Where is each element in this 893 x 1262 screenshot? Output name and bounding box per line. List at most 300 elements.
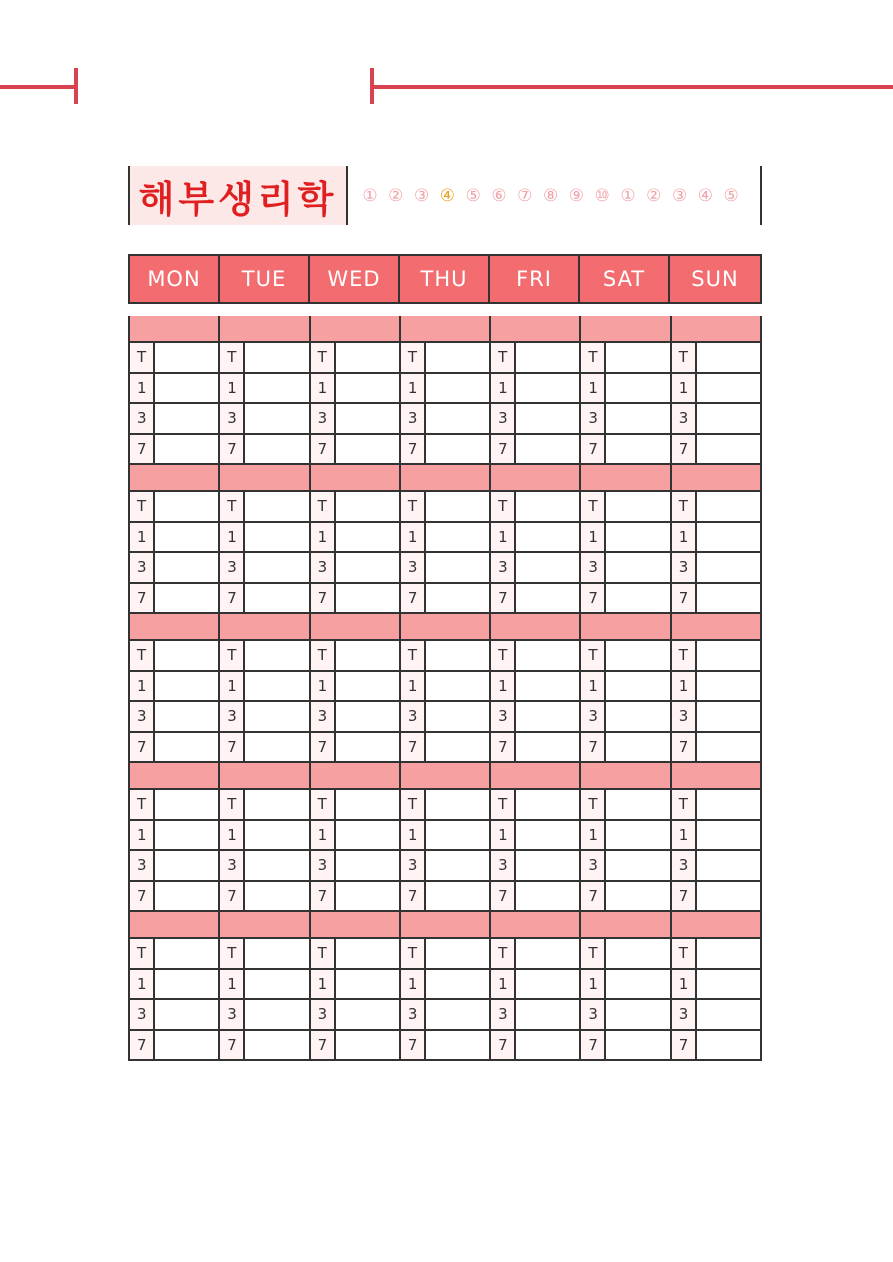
date-band[interactable] xyxy=(130,763,218,790)
review-row xyxy=(491,584,579,615)
progress-marker-4[interactable]: ④ xyxy=(439,185,456,206)
review-row-label: 1 xyxy=(672,523,697,552)
review-entry-field[interactable] xyxy=(516,970,579,999)
review-entry-field[interactable] xyxy=(606,939,669,968)
review-entry-field[interactable] xyxy=(606,702,669,731)
review-row-label: 7 xyxy=(220,435,245,464)
date-band[interactable] xyxy=(220,763,308,790)
review-entry-field[interactable] xyxy=(426,435,489,464)
review-entry-field[interactable] xyxy=(245,523,308,552)
progress-marker-8[interactable]: ⑧ xyxy=(542,185,559,206)
review-entry-field[interactable] xyxy=(336,672,399,701)
review-row xyxy=(311,1031,399,1062)
review-row xyxy=(401,882,489,913)
review-row-label: 3 xyxy=(130,553,155,582)
review-row-label: T xyxy=(130,343,155,372)
review-entry-field[interactable] xyxy=(426,702,489,731)
progress-marker-12[interactable]: ② xyxy=(646,185,662,206)
day-cell-thu xyxy=(399,316,489,465)
date-band[interactable] xyxy=(220,614,308,641)
date-band[interactable] xyxy=(311,614,399,641)
review-row xyxy=(220,492,308,523)
review-row xyxy=(672,435,760,466)
review-entry-field[interactable] xyxy=(697,733,760,762)
review-entry-field[interactable] xyxy=(245,404,308,433)
review-row-label: 1 xyxy=(581,374,606,403)
review-entry-field[interactable] xyxy=(697,790,760,819)
review-entry-field[interactable] xyxy=(245,343,308,372)
day-cell-mon xyxy=(128,763,218,912)
review-entry-field[interactable] xyxy=(516,523,579,552)
review-row xyxy=(220,790,308,821)
review-row-label: 1 xyxy=(672,970,697,999)
review-row xyxy=(130,702,218,733)
review-entry-field[interactable] xyxy=(336,1000,399,1029)
review-entry-field[interactable] xyxy=(245,851,308,880)
review-row xyxy=(491,970,579,1001)
review-row-label: T xyxy=(491,492,516,521)
review-row-label: T xyxy=(401,641,426,670)
review-row-label: 3 xyxy=(311,1000,336,1029)
review-entry-field[interactable] xyxy=(697,435,760,464)
review-entry-field[interactable] xyxy=(606,733,669,762)
review-entry-field[interactable] xyxy=(516,672,579,701)
review-entry-field[interactable] xyxy=(245,733,308,762)
date-band[interactable] xyxy=(401,316,489,343)
review-entry-field[interactable] xyxy=(336,584,399,613)
review-entry-field[interactable] xyxy=(697,343,760,372)
review-row xyxy=(130,1031,218,1062)
review-row-label: T xyxy=(220,939,245,968)
review-row xyxy=(311,641,399,672)
review-row-label: 3 xyxy=(311,702,336,731)
review-row-label: 1 xyxy=(311,374,336,403)
review-row xyxy=(220,343,308,374)
review-entry-field[interactable] xyxy=(245,939,308,968)
progress-marker-1[interactable]: ① xyxy=(362,185,378,206)
review-entry-field[interactable] xyxy=(426,733,489,762)
review-row-label: 3 xyxy=(130,404,155,433)
review-entry-field[interactable] xyxy=(336,374,399,403)
review-row-label: 1 xyxy=(672,821,697,850)
date-band[interactable] xyxy=(581,763,669,790)
review-entry-field[interactable] xyxy=(336,492,399,521)
review-entry-field[interactable] xyxy=(336,790,399,819)
review-entry-field[interactable] xyxy=(245,1000,308,1029)
review-row xyxy=(401,1031,489,1062)
day-cell-fri xyxy=(489,763,579,912)
review-row xyxy=(672,821,760,852)
date-band[interactable] xyxy=(581,465,669,492)
review-row xyxy=(130,733,218,764)
review-entry-field[interactable] xyxy=(155,553,218,582)
review-row-label: 1 xyxy=(311,821,336,850)
review-entry-field[interactable] xyxy=(426,939,489,968)
review-entry-field[interactable] xyxy=(516,374,579,403)
date-band[interactable] xyxy=(130,316,218,343)
review-row-label: 7 xyxy=(130,584,155,613)
day-header-mon: MON xyxy=(130,256,220,302)
review-entry-field[interactable] xyxy=(426,641,489,670)
review-entry-field[interactable] xyxy=(336,523,399,552)
review-entry-field[interactable] xyxy=(516,882,579,911)
review-entry-field[interactable] xyxy=(155,970,218,999)
review-row xyxy=(311,970,399,1001)
review-row xyxy=(581,374,669,405)
review-row xyxy=(581,553,669,584)
review-entry-field[interactable] xyxy=(606,970,669,999)
progress-marker-2[interactable]: ② xyxy=(388,185,404,206)
review-entry-field[interactable] xyxy=(245,790,308,819)
date-band[interactable] xyxy=(672,912,760,939)
review-row-label: 3 xyxy=(672,404,697,433)
review-entry-field[interactable] xyxy=(336,553,399,582)
review-entry-field[interactable] xyxy=(606,374,669,403)
review-entry-field[interactable] xyxy=(155,1031,218,1060)
review-row xyxy=(672,553,760,584)
review-row-label: 1 xyxy=(672,672,697,701)
review-row xyxy=(491,733,579,764)
review-row-label: T xyxy=(220,343,245,372)
date-band[interactable] xyxy=(491,912,579,939)
review-row-label: T xyxy=(491,939,516,968)
progress-marker-5[interactable]: ⑤ xyxy=(465,185,481,206)
review-entry-field[interactable] xyxy=(155,821,218,850)
review-row-label: T xyxy=(672,939,697,968)
review-entry-field[interactable] xyxy=(606,404,669,433)
review-row xyxy=(401,641,489,672)
review-entry-field[interactable] xyxy=(245,970,308,999)
review-entry-field[interactable] xyxy=(426,970,489,999)
review-entry-field[interactable] xyxy=(516,343,579,372)
date-band[interactable] xyxy=(311,912,399,939)
review-row-label: T xyxy=(401,343,426,372)
review-entry-field[interactable] xyxy=(516,733,579,762)
review-entry-field[interactable] xyxy=(426,821,489,850)
review-entry-field[interactable] xyxy=(606,584,669,613)
review-row xyxy=(130,584,218,615)
day-cell-sun xyxy=(670,316,760,465)
review-row-label: 7 xyxy=(220,584,245,613)
review-entry-field[interactable] xyxy=(336,1031,399,1060)
review-row-label: 3 xyxy=(220,1000,245,1029)
date-band[interactable] xyxy=(491,614,579,641)
review-entry-field[interactable] xyxy=(336,939,399,968)
date-band[interactable] xyxy=(401,614,489,641)
review-entry-field[interactable] xyxy=(336,404,399,433)
review-entry-field[interactable] xyxy=(697,1031,760,1060)
review-entry-field[interactable] xyxy=(245,821,308,850)
review-row-label: T xyxy=(311,939,336,968)
review-entry-field[interactable] xyxy=(606,343,669,372)
review-row xyxy=(581,882,669,913)
review-entry-field[interactable] xyxy=(697,672,760,701)
review-row-label: T xyxy=(581,343,606,372)
review-row xyxy=(130,882,218,913)
review-row-label: T xyxy=(130,939,155,968)
review-row xyxy=(311,672,399,703)
review-entry-field[interactable] xyxy=(697,939,760,968)
review-entry-field[interactable] xyxy=(606,851,669,880)
review-entry-field[interactable] xyxy=(516,553,579,582)
review-entry-field[interactable] xyxy=(245,882,308,911)
day-cell-sat xyxy=(579,912,669,1061)
review-entry-field[interactable] xyxy=(245,672,308,701)
review-row xyxy=(672,970,760,1001)
review-entry-field[interactable] xyxy=(516,821,579,850)
review-entry-field[interactable] xyxy=(516,851,579,880)
date-band[interactable] xyxy=(491,316,579,343)
review-entry-field[interactable] xyxy=(606,790,669,819)
review-entry-field[interactable] xyxy=(245,1031,308,1060)
review-row-label: 1 xyxy=(401,523,426,552)
review-entry-field[interactable] xyxy=(697,1000,760,1029)
review-entry-field[interactable] xyxy=(697,492,760,521)
review-entry-field[interactable] xyxy=(606,523,669,552)
review-entry-field[interactable] xyxy=(426,404,489,433)
review-row-label: T xyxy=(581,939,606,968)
review-entry-field[interactable] xyxy=(697,821,760,850)
review-entry-field[interactable] xyxy=(426,374,489,403)
review-entry-field[interactable] xyxy=(155,1000,218,1029)
review-entry-field[interactable] xyxy=(697,851,760,880)
review-entry-field[interactable] xyxy=(155,702,218,731)
review-entry-field[interactable] xyxy=(426,672,489,701)
review-entry-field[interactable] xyxy=(697,404,760,433)
review-row-label: 3 xyxy=(401,702,426,731)
review-entry-field[interactable] xyxy=(155,672,218,701)
review-row xyxy=(220,821,308,852)
date-band[interactable] xyxy=(130,912,218,939)
review-row-label: 7 xyxy=(130,733,155,762)
review-entry-field[interactable] xyxy=(606,492,669,521)
review-row xyxy=(672,851,760,882)
review-row-label: 1 xyxy=(220,523,245,552)
review-entry-field[interactable] xyxy=(155,374,218,403)
review-entry-field[interactable] xyxy=(697,584,760,613)
review-row-label: 7 xyxy=(401,733,426,762)
review-entry-field[interactable] xyxy=(606,672,669,701)
review-row-label: 1 xyxy=(491,970,516,999)
review-row xyxy=(130,851,218,882)
date-band[interactable] xyxy=(220,912,308,939)
review-entry-field[interactable] xyxy=(697,374,760,403)
progress-marker-3[interactable]: ③ xyxy=(413,185,430,206)
date-band[interactable] xyxy=(401,465,489,492)
date-band[interactable] xyxy=(672,316,760,343)
date-band[interactable] xyxy=(130,465,218,492)
review-entry-field[interactable] xyxy=(336,702,399,731)
review-entry-field[interactable] xyxy=(606,1031,669,1060)
progress-marker-15[interactable]: ⑤ xyxy=(723,185,739,206)
day-cell-mon xyxy=(128,316,218,465)
review-row-label: 7 xyxy=(220,733,245,762)
review-entry-field[interactable] xyxy=(155,343,218,372)
review-entry-field[interactable] xyxy=(516,790,579,819)
review-row xyxy=(401,404,489,435)
date-band[interactable] xyxy=(401,763,489,790)
review-row-label: T xyxy=(672,492,697,521)
review-row xyxy=(581,1000,669,1031)
review-entry-field[interactable] xyxy=(516,641,579,670)
date-band[interactable] xyxy=(581,912,669,939)
review-row xyxy=(672,343,760,374)
review-row xyxy=(672,404,760,435)
progress-marker-14[interactable]: ④ xyxy=(697,185,713,206)
review-entry-field[interactable] xyxy=(155,404,218,433)
review-row xyxy=(491,435,579,466)
date-band[interactable] xyxy=(491,465,579,492)
review-entry-field[interactable] xyxy=(336,851,399,880)
review-entry-field[interactable] xyxy=(516,939,579,968)
review-row-label: 7 xyxy=(220,882,245,911)
review-entry-field[interactable] xyxy=(516,435,579,464)
review-entry-field[interactable] xyxy=(245,702,308,731)
review-row-label: 7 xyxy=(311,733,336,762)
review-entry-field[interactable] xyxy=(155,523,218,552)
review-entry-field[interactable] xyxy=(606,1000,669,1029)
date-band[interactable] xyxy=(581,614,669,641)
review-entry-field[interactable] xyxy=(155,851,218,880)
review-row-label: 7 xyxy=(581,733,606,762)
review-row xyxy=(491,672,579,703)
review-row-label: 3 xyxy=(220,702,245,731)
review-entry-field[interactable] xyxy=(606,641,669,670)
review-entry-field[interactable] xyxy=(245,553,308,582)
review-entry-field[interactable] xyxy=(155,492,218,521)
review-row-label: 3 xyxy=(401,404,426,433)
progress-marker-11[interactable]: ① xyxy=(620,185,636,206)
review-row xyxy=(672,702,760,733)
review-entry-field[interactable] xyxy=(426,851,489,880)
review-entry-field[interactable] xyxy=(245,584,308,613)
review-row-label: 7 xyxy=(581,435,606,464)
review-entry-field[interactable] xyxy=(245,641,308,670)
review-entry-field[interactable] xyxy=(336,343,399,372)
review-entry-field[interactable] xyxy=(336,641,399,670)
review-entry-field[interactable] xyxy=(606,553,669,582)
review-entry-field[interactable] xyxy=(155,435,218,464)
review-entry-field[interactable] xyxy=(516,404,579,433)
review-row xyxy=(220,553,308,584)
date-band[interactable] xyxy=(130,614,218,641)
review-row-label: 3 xyxy=(311,404,336,433)
review-entry-field[interactable] xyxy=(336,821,399,850)
review-entry-field[interactable] xyxy=(516,702,579,731)
review-entry-field[interactable] xyxy=(336,882,399,911)
review-entry-field[interactable] xyxy=(697,702,760,731)
review-row-label: 1 xyxy=(581,970,606,999)
review-entry-field[interactable] xyxy=(245,492,308,521)
date-band[interactable] xyxy=(672,614,760,641)
review-entry-field[interactable] xyxy=(697,641,760,670)
review-entry-field[interactable] xyxy=(245,374,308,403)
day-cell-mon xyxy=(128,465,218,614)
day-cell-thu xyxy=(399,763,489,912)
review-entry-field[interactable] xyxy=(155,733,218,762)
review-row-label: 3 xyxy=(491,404,516,433)
day-cell-tue xyxy=(218,763,308,912)
date-band[interactable] xyxy=(311,763,399,790)
date-band[interactable] xyxy=(311,465,399,492)
review-entry-field[interactable] xyxy=(516,1000,579,1029)
review-entry-field[interactable] xyxy=(155,882,218,911)
date-band[interactable] xyxy=(220,316,308,343)
review-entry-field[interactable] xyxy=(426,343,489,372)
progress-marker-7[interactable]: ⑦ xyxy=(517,185,533,206)
date-band[interactable] xyxy=(220,465,308,492)
review-row xyxy=(130,970,218,1001)
review-entry-field[interactable] xyxy=(426,1000,489,1029)
review-row-label: 7 xyxy=(672,882,697,911)
date-band[interactable] xyxy=(311,316,399,343)
review-entry-field[interactable] xyxy=(697,523,760,552)
review-entry-field[interactable] xyxy=(606,882,669,911)
date-band[interactable] xyxy=(401,912,489,939)
review-entry-field[interactable] xyxy=(426,584,489,613)
review-entry-field[interactable] xyxy=(426,1031,489,1060)
review-entry-field[interactable] xyxy=(606,821,669,850)
review-entry-field[interactable] xyxy=(155,939,218,968)
day-cell-sun xyxy=(670,912,760,1061)
review-entry-field[interactable] xyxy=(245,435,308,464)
review-entry-field[interactable] xyxy=(426,523,489,552)
review-entry-field[interactable] xyxy=(155,584,218,613)
date-band[interactable] xyxy=(581,316,669,343)
review-entry-field[interactable] xyxy=(336,970,399,999)
review-entry-field[interactable] xyxy=(606,435,669,464)
review-row xyxy=(581,970,669,1001)
review-row-label: 3 xyxy=(491,553,516,582)
review-row xyxy=(130,1000,218,1031)
review-row xyxy=(311,702,399,733)
progress-marker-10[interactable]: ⑩ xyxy=(594,185,610,206)
review-row xyxy=(672,672,760,703)
date-band[interactable] xyxy=(672,465,760,492)
date-band[interactable] xyxy=(672,763,760,790)
review-entry-field[interactable] xyxy=(155,641,218,670)
review-entry-field[interactable] xyxy=(426,790,489,819)
review-row-label: 1 xyxy=(581,672,606,701)
review-row xyxy=(491,641,579,672)
review-entry-field[interactable] xyxy=(516,1031,579,1060)
review-entry-field[interactable] xyxy=(516,492,579,521)
review-entry-field[interactable] xyxy=(426,492,489,521)
review-entry-field[interactable] xyxy=(426,553,489,582)
review-entry-field[interactable] xyxy=(697,970,760,999)
day-cell-fri xyxy=(489,912,579,1061)
review-entry-field[interactable] xyxy=(426,882,489,911)
review-entry-field[interactable] xyxy=(336,435,399,464)
review-entry-field[interactable] xyxy=(155,790,218,819)
review-row-label: 1 xyxy=(220,374,245,403)
review-row xyxy=(401,584,489,615)
review-row-label: T xyxy=(672,790,697,819)
review-row xyxy=(220,702,308,733)
progress-marker-6[interactable]: ⑥ xyxy=(491,185,507,206)
date-band[interactable] xyxy=(491,763,579,790)
review-row-label: 7 xyxy=(672,435,697,464)
review-entry-field[interactable] xyxy=(336,733,399,762)
review-entry-field[interactable] xyxy=(516,584,579,613)
progress-marker-9[interactable]: ⑨ xyxy=(568,185,584,206)
day-cell-tue xyxy=(218,614,308,763)
review-row-label: 1 xyxy=(130,672,155,701)
review-row-label: 1 xyxy=(130,523,155,552)
review-entry-field[interactable] xyxy=(697,882,760,911)
progress-marker-13[interactable]: ③ xyxy=(671,185,688,206)
review-entry-field[interactable] xyxy=(697,553,760,582)
